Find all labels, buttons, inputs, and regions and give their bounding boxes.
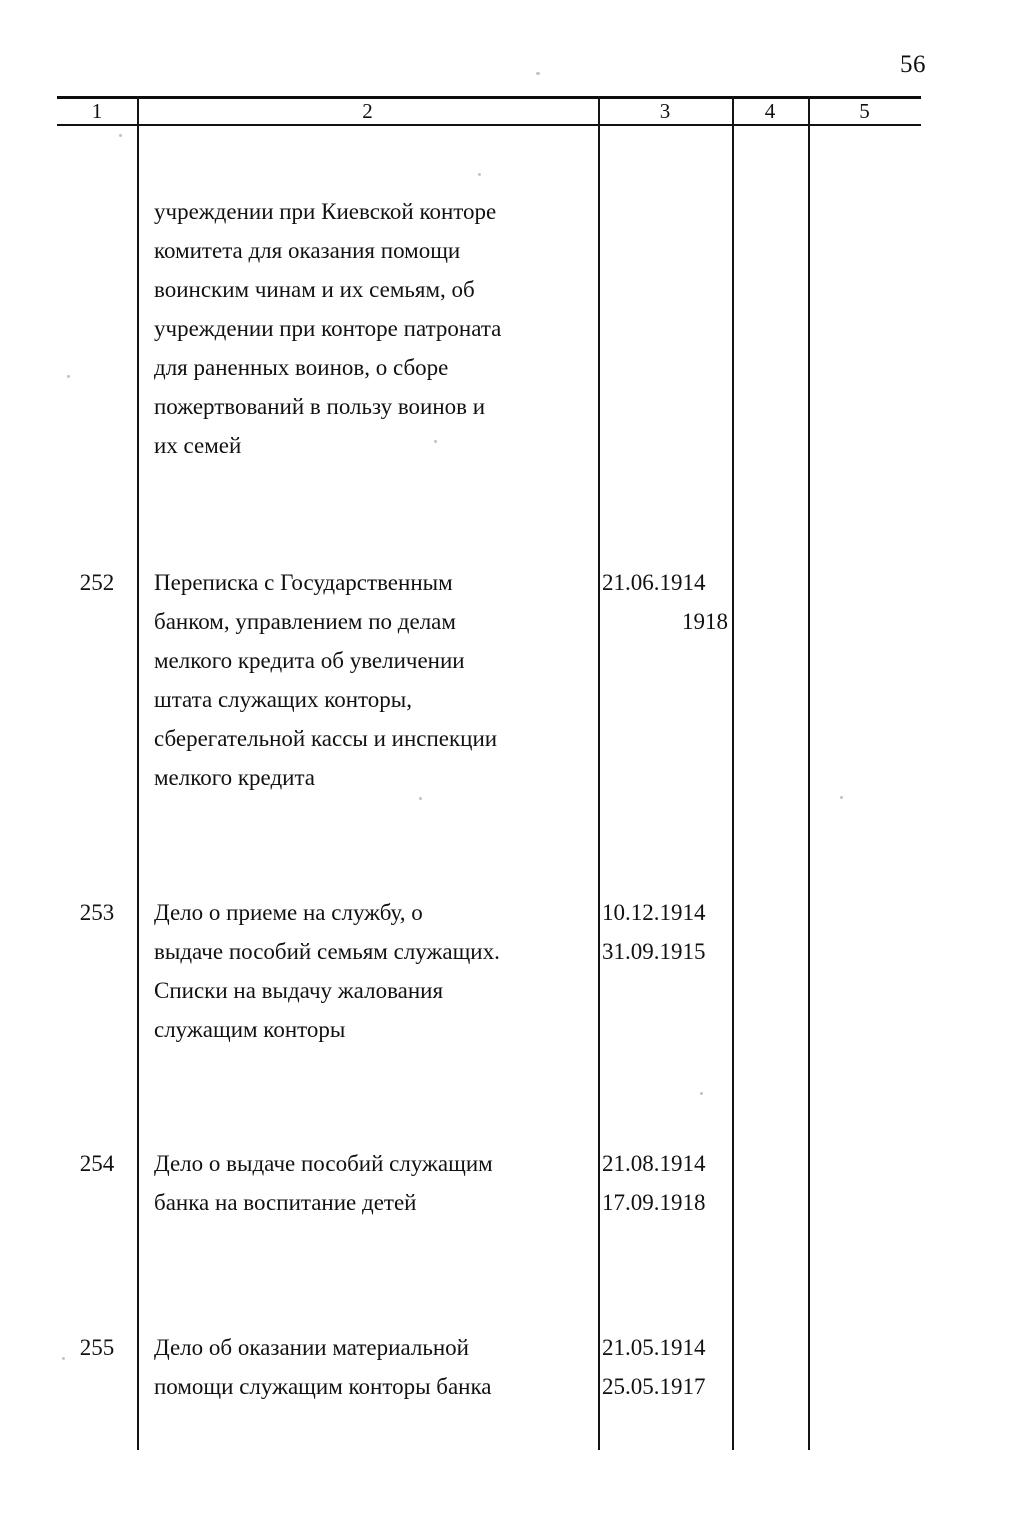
scan-speck	[419, 797, 422, 800]
row-number: 253	[79, 900, 115, 925]
column-header-1: 1	[91, 99, 103, 123]
title-line: Дело об оказании материальной	[154, 1335, 469, 1360]
row-title	[154, 1328, 582, 1406]
scan-speck	[62, 1357, 65, 1360]
title-line: выдаче пособий семьям служащих.	[154, 939, 500, 964]
row-dates	[602, 1144, 728, 1222]
date-start: 21.06.1914	[602, 570, 706, 595]
date-end: 31.09.1915	[602, 939, 706, 964]
column-header-3: 3	[659, 99, 671, 123]
scan-speck	[700, 1092, 703, 1095]
title-line: пожертвований в пользу воинов и	[154, 394, 486, 419]
row-dates	[602, 1328, 728, 1406]
scan-speck	[478, 173, 481, 176]
row-number: 254	[79, 1151, 115, 1176]
title-line: банком, управлением по делам	[154, 609, 456, 634]
title-line: мелкого кредита об увеличении	[154, 648, 465, 673]
row-title	[154, 1144, 582, 1222]
title-line: служащим конторы	[154, 1017, 346, 1042]
title-line: Дело о приеме на службу, о	[154, 900, 423, 925]
date-end: 25.05.1917	[602, 1374, 706, 1399]
date-end: 17.09.1918	[602, 1190, 706, 1215]
column-header-4: 4	[764, 99, 776, 123]
title-line: банка на воспитание детей	[154, 1190, 417, 1215]
scan-speck	[840, 796, 843, 799]
row-dates	[602, 893, 728, 971]
row-number: 252	[79, 570, 115, 595]
page-number: 56	[900, 51, 926, 78]
title-line: Переписка с Государственным	[154, 570, 453, 595]
title-line: помощи служащим конторы банка	[154, 1374, 492, 1399]
table-header-rule	[57, 124, 921, 126]
title-line: учреждении при Киевской конторе	[154, 199, 497, 224]
row-title	[154, 563, 582, 797]
date-end: 1918	[682, 609, 728, 634]
row-title	[154, 893, 582, 1049]
column-divider-1	[137, 96, 139, 1450]
title-line: сберегательной кассы и инспекции	[154, 726, 498, 751]
row-dates	[602, 563, 728, 641]
scan-speck	[536, 72, 540, 75]
title-line: Дело о выдаче пособий служащим	[154, 1151, 493, 1176]
column-header-2: 2	[362, 99, 373, 123]
date-start: 21.05.1914	[602, 1335, 706, 1360]
title-line: Списки на выдачу жалования	[154, 978, 444, 1003]
title-line: учреждении при конторе патроната	[154, 316, 502, 341]
date-start: 21.08.1914	[602, 1151, 706, 1176]
title-line: мелкого кредита	[154, 765, 315, 790]
column-header-5: 5	[859, 99, 870, 123]
title-line: для раненных воинов, о сборе	[154, 355, 449, 380]
title-line: их семей	[154, 433, 242, 458]
column-divider-2	[598, 96, 600, 1450]
table-header-row	[57, 98, 921, 124]
scan-speck	[119, 134, 122, 137]
date-start: 10.12.1914	[602, 900, 706, 925]
title-line: воинским чинам и их семьям, об	[154, 277, 475, 302]
column-divider-4	[808, 96, 810, 1450]
title-line: штата служащих конторы,	[154, 687, 412, 712]
scan-speck	[434, 440, 437, 443]
row-title	[154, 192, 582, 465]
scan-speck	[67, 375, 70, 378]
row-number: 255	[79, 1335, 115, 1360]
column-divider-3	[732, 96, 734, 1450]
title-line: комитета для оказания помощи	[154, 238, 461, 263]
